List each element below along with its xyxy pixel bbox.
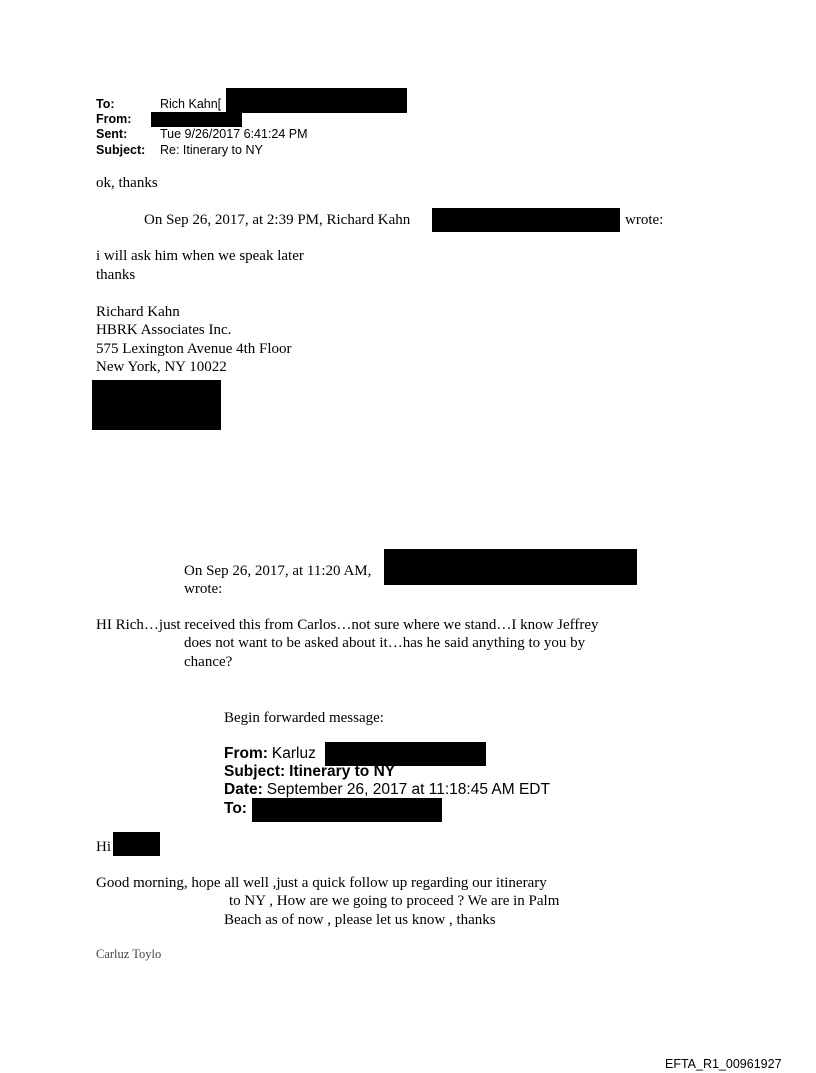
redaction-box [252,798,442,822]
quote2-line: HI Rich…just received this from Carlos…not sure where we stand…I know Jeffrey [96,617,599,633]
redaction-box [384,549,637,585]
quote2-line: does not want to be asked about it…has he said anything to you by [184,635,586,651]
to-label: To: [96,97,115,111]
signature-line: HBRK Associates Inc. [96,322,232,338]
quote2-intro: On Sep 26, 2017, at 11:20 AM, [184,563,372,579]
forwarded-date-value: September 26, 2017 at 11:18:45 AM EDT [266,781,550,798]
reply-text: ok, thanks [96,175,158,191]
signature-line: Richard Kahn [96,304,180,320]
message-greeting: Hi [96,839,111,855]
message-sender: Carluz Toylo [96,947,162,961]
forwarded-to-label: To: [224,800,247,817]
redaction-box [226,88,407,113]
message-line: Beach as of now , please let us know , thanks [224,912,496,928]
quote2-intro-end: wrote: [184,581,223,597]
forwarded-from-label: From: [224,745,268,762]
signature-line: 575 Lexington Avenue 4th Floor [96,341,292,357]
from-label: From: [96,112,132,126]
quote1-line: thanks [96,267,136,283]
message-line: Good morning, hope all well ,just a quick follow up regarding our itinerary [96,875,547,891]
subject-label: Subject: [96,143,146,157]
signature-line: New York, NY 10022 [96,359,227,375]
quote1-intro-end: wrote: [625,212,664,228]
redaction-box [92,380,221,430]
forwarded-subject-value: Itinerary to NY [289,763,396,780]
forwarded-subject-label: Subject: [224,763,286,780]
quote1-line: i will ask him when we speak later [96,248,304,264]
redaction-box [151,112,242,127]
sent-value: Tue 9/26/2017 6:41:24 PM [160,127,308,141]
forwarded-from-value: Karluz [271,745,316,762]
quote1-intro: On Sep 26, 2017, at 2:39 PM, Richard Kahn [144,212,411,228]
quote2-line: chance? [184,654,233,670]
redaction-box [113,832,160,856]
forwarded-begin: Begin forwarded message: [224,710,384,726]
document-id: EFTA_R1_00961927 [665,1057,782,1071]
redaction-box [432,208,620,232]
to-value: Rich Kahn[ [160,97,222,111]
subject-value: Re: Itinerary to NY [160,143,263,157]
sent-label: Sent: [96,127,128,141]
message-line: to NY , How are we going to proceed ? We are in Palm [229,893,560,909]
forwarded-date-label: Date: [224,781,263,798]
